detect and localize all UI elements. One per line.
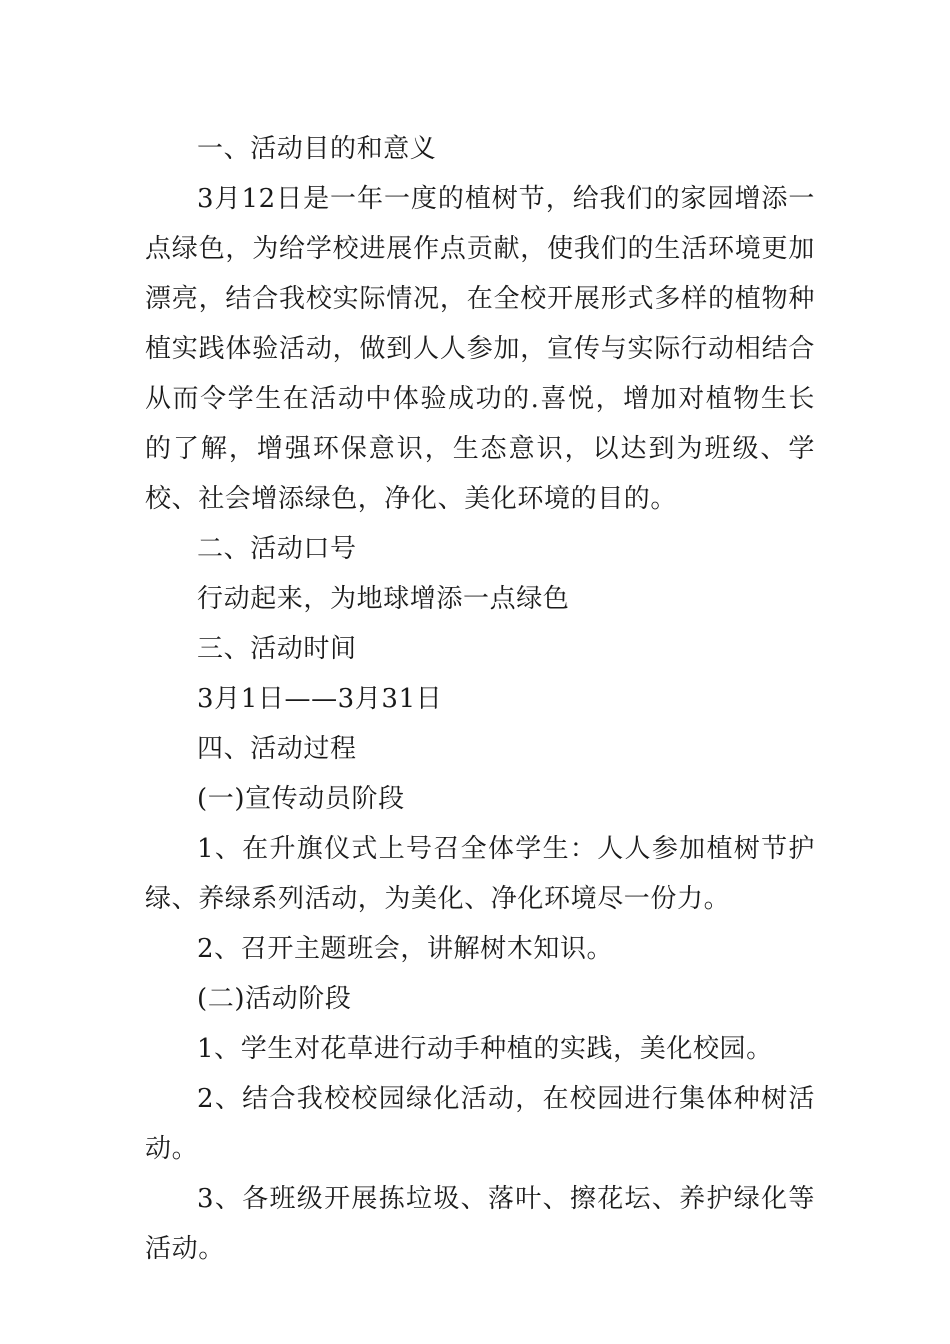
paragraph-purpose-text: 3月12日是一年一度的植树节，给我们的家园增添一点绿色，为给学校进展作点贡献，使我们的生活环境更加漂亮，结合我校实际情况，在全校开展形式多样的植物种植实践体验活动，做到人人参加，宣传与实际行动相结合从而令学生在活动中体验成功的.喜悦，增加对植物生长的了解，增强环保意识，生态意识，以达到为班级、学校、社会增添绿色，净化、美化环境的目的。 [145,184,815,514]
section-heading-purpose: 一、活动目的和意义 [197,134,437,164]
paragraph-slogan-text: 行动起来，为地球增添一点绿色 [197,584,570,614]
list-item-activity-3: 3、各班级开展拣垃圾、落叶、擦花坛、养护绿化等活动。 [145,1184,815,1264]
list-item-publicity-2: 2、召开主题班会，讲解树木知识。 [197,934,614,964]
document-body [145,124,815,1274]
section-heading-slogan: 二、活动口号 [197,534,357,564]
subsection-heading-activity: (二)活动阶段 [197,984,352,1014]
paragraph-time-text: 3月1日——3月31日 [197,684,443,714]
list-item-activity-1: 1、学生对花草进行动手种植的实践，美化校园。 [197,1034,773,1064]
list-item-publicity-1: 1、在升旗仪式上号召全体学生：人人参加植树节护绿、养绿系列活动，为美化、净化环境尽一份力。 [145,834,815,914]
list-item-activity-2: 2、结合我校校园绿化活动，在校园进行集体种树活动。 [145,1084,815,1164]
subsection-heading-publicity: (一)宣传动员阶段 [197,784,405,814]
section-heading-time: 三、活动时间 [197,634,357,664]
section-heading-process: 四、活动过程 [197,734,357,764]
